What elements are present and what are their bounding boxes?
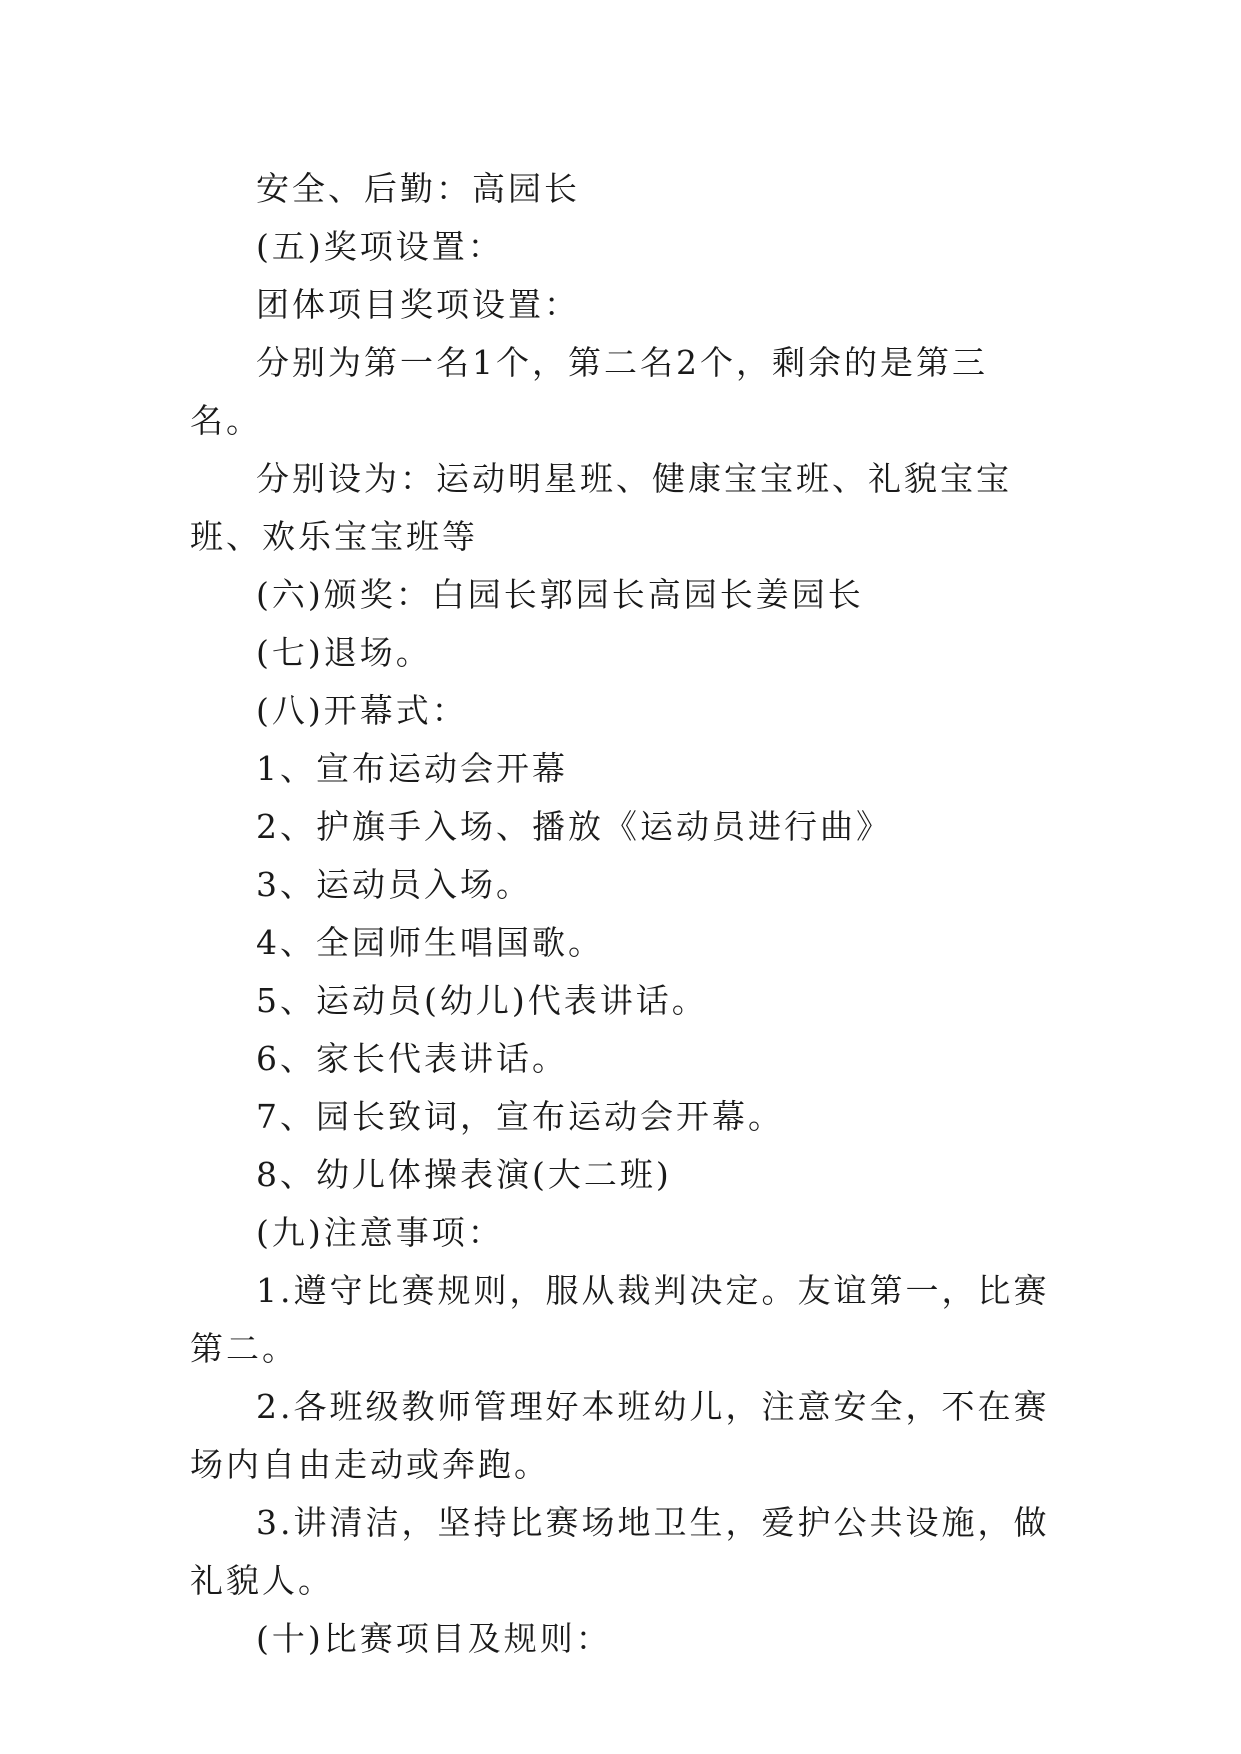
list-item-2: 2、护旗手入场、播放《运动员进行曲》 — [256, 807, 892, 846]
paragraph-award-ranks: 分别为第一名1个，第二名2个，剩余的是第三名。 — [190, 343, 988, 440]
heading-opening-ceremony: (八)开幕式： — [256, 691, 468, 730]
list-item-6: 6、家长代表讲话。 — [256, 1039, 568, 1078]
heading-award-ceremony: (六)颁奖：白园长郭园长高园长姜园长 — [256, 575, 864, 614]
note-item-1: 1.遵守比赛规则，服从裁判决定。友谊第一，比赛第二。 — [190, 1271, 1050, 1368]
note-item-2: 2.各班级教师管理好本班幼儿，注意安全，不在赛场内自由走动或奔跑。 — [190, 1387, 1050, 1484]
note-item-3: 3.讲清洁，坚持比赛场地卫生，爱护公共设施，做礼貌人。 — [190, 1503, 1050, 1600]
list-item-1: 1、宣布运动会开幕 — [256, 749, 568, 788]
heading-awards-setup: (五)奖项设置： — [256, 227, 504, 266]
list-item-4: 4、全园师生唱国歌。 — [256, 923, 604, 962]
list-item-5: 5、运动员(幼儿)代表讲话。 — [256, 981, 708, 1020]
list-item-8: 8、幼儿体操表演(大二班) — [256, 1155, 672, 1194]
paragraph-team-awards: 团体项目奖项设置： — [256, 285, 580, 324]
list-item-3: 3、运动员入场。 — [256, 865, 532, 904]
heading-exit: (七)退场。 — [256, 633, 432, 672]
list-item-7: 7、园长致词，宣布运动会开幕。 — [256, 1097, 784, 1136]
paragraph-safety-logistics: 安全、后勤：高园长 — [256, 169, 580, 208]
document-body — [190, 160, 1052, 1668]
heading-notes: (九)注意事项： — [256, 1213, 504, 1252]
paragraph-award-names: 分别设为：运动明星班、健康宝宝班、礼貌宝宝班、欢乐宝宝班等 — [190, 459, 1012, 556]
heading-events-rules: (十)比赛项目及规则： — [256, 1619, 612, 1658]
